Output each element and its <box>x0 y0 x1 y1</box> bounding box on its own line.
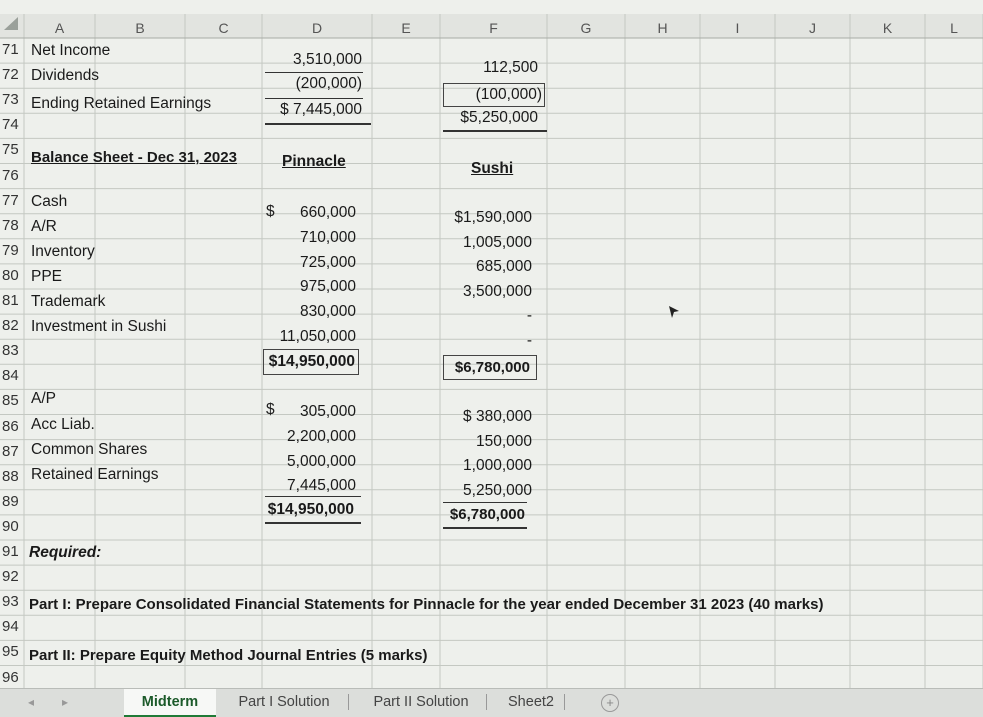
cell-a71[interactable]: Net Income <box>31 42 111 59</box>
cell-d88[interactable]: 7,445,000 <box>287 477 356 495</box>
cell-d72[interactable]: (200,000) <box>295 75 362 92</box>
row-header-81[interactable]: 81 <box>2 292 19 309</box>
column-header-j[interactable]: J <box>809 20 816 36</box>
underline-f73 <box>443 130 547 132</box>
row-header-89[interactable]: 89 <box>2 492 19 510</box>
cell-d86[interactable]: 2,200,000 <box>287 427 356 445</box>
cell-f75[interactable]: Sushi <box>471 160 514 177</box>
tab-part-ii-solution[interactable]: Part II Solution <box>373 694 469 710</box>
cell-a78[interactable]: A/R <box>31 217 57 235</box>
row-header-94[interactable]: 94 <box>2 618 19 636</box>
cell-f82[interactable]: - <box>526 332 532 349</box>
underline-d73 <box>265 123 371 125</box>
cell-a95[interactable]: Part II: Prepare Equity Method Journal Entries (5 marks) <box>29 647 428 664</box>
row-header-80[interactable]: 80 <box>2 266 19 284</box>
tab-separator <box>486 694 487 710</box>
row-header-83[interactable]: 83 <box>2 342 19 360</box>
cell-a79[interactable]: Inventory <box>31 242 95 260</box>
column-header-c[interactable]: C <box>218 20 229 36</box>
row-header-85[interactable]: 85 <box>2 392 19 410</box>
cell-d81[interactable]: 830,000 <box>299 303 356 321</box>
cell-a80[interactable]: PPE <box>31 267 63 285</box>
underline-f88 <box>443 502 527 503</box>
cell-d79[interactable]: 725,000 <box>299 253 356 271</box>
cell-d82[interactable]: 11,050,000 <box>279 328 356 345</box>
cell-f78[interactable]: 1,005,000 <box>463 233 532 251</box>
row-header-76[interactable]: 76 <box>2 166 19 184</box>
underline-d88 <box>265 496 361 497</box>
row-header-82[interactable]: 82 <box>2 317 19 335</box>
column-header-h[interactable]: H <box>657 20 668 36</box>
sheet-tab-bar <box>0 688 983 717</box>
row-header-96[interactable]: 96 <box>2 668 19 686</box>
row-header-95[interactable]: 95 <box>2 643 19 661</box>
column-header-e[interactable]: E <box>401 20 411 36</box>
cell-f73[interactable]: $5,250,000 <box>460 109 538 126</box>
border-f72 <box>443 83 545 107</box>
underline-d72 <box>265 98 363 99</box>
cell-f88[interactable]: 5,250,000 <box>463 481 532 499</box>
cell-a91[interactable]: Required: <box>29 544 102 561</box>
cell-d77[interactable]: 660,000 <box>299 204 356 221</box>
scroll-left-icon[interactable]: ◂ <box>28 695 35 709</box>
underline-d71 <box>265 72 363 73</box>
tab-sheet2[interactable]: Sheet2 <box>508 694 554 710</box>
cell-a72[interactable]: Dividends <box>31 67 100 84</box>
cell-f86[interactable]: 150,000 <box>475 432 532 450</box>
row-header-92[interactable]: 92 <box>2 568 19 586</box>
cell-f87[interactable]: 1,000,000 <box>463 457 532 475</box>
row-header-86[interactable]: 86 <box>2 417 19 435</box>
cell-d87[interactable]: 5,000,000 <box>287 452 356 470</box>
underline-f89 <box>443 527 527 529</box>
cell-f85[interactable]: $ 380,000 <box>463 408 532 425</box>
cell-f80[interactable]: 3,500,000 <box>463 282 532 300</box>
row-header-90[interactable]: 90 <box>2 517 19 535</box>
select-all-corner[interactable] <box>0 14 24 34</box>
dollar-d77: $ <box>266 203 275 220</box>
cell-f72[interactable]: (100,000) <box>475 86 542 103</box>
cell-f71[interactable]: 112,500 <box>483 59 538 76</box>
cell-d89[interactable]: $14,950,000 <box>267 501 354 518</box>
row-header-91[interactable]: 91 <box>2 543 19 560</box>
column-header-l[interactable]: L <box>950 20 958 36</box>
column-header-a[interactable]: A <box>54 20 65 36</box>
cell-d71[interactable]: 3,510,000 <box>293 51 362 68</box>
cell-d80[interactable]: 975,000 <box>299 278 356 296</box>
cell-a85[interactable]: A/P <box>31 390 56 408</box>
cell-a73[interactable]: Ending Retained Earnings <box>31 95 212 112</box>
row-header-74[interactable]: 74 <box>2 116 19 134</box>
cell-d75[interactable]: Pinnacle <box>282 153 346 170</box>
underline-d89 <box>265 522 361 524</box>
cell-d73[interactable]: $ 7,445,000 <box>280 101 362 118</box>
column-header-f[interactable]: F <box>489 20 498 36</box>
mouse-pointer-icon <box>669 306 679 318</box>
scroll-right-icon[interactable]: ▸ <box>62 695 69 709</box>
add-sheet-icon[interactable]: + <box>601 694 619 712</box>
tab-midterm[interactable]: Midterm <box>124 689 216 717</box>
row-header-73[interactable]: 73 <box>2 91 19 109</box>
cell-a93[interactable]: Part I: Prepare Consolidated Financial Statements for Pinnacle for the year ended December 31 2023 (40 marks) <box>29 596 824 613</box>
cell-a82[interactable]: Investment in Sushi <box>31 318 167 336</box>
row-header-72[interactable]: 72 <box>2 66 19 84</box>
row-header-71[interactable]: 71 <box>2 41 19 58</box>
cell-a81[interactable]: Trademark <box>31 293 106 310</box>
cell-a77[interactable]: Cash <box>31 192 68 210</box>
tab-part-i-solution[interactable]: Part I Solution <box>238 694 330 710</box>
cell-d78[interactable]: 710,000 <box>299 228 356 246</box>
cell-f79[interactable]: 685,000 <box>475 258 532 276</box>
column-header-i[interactable]: I <box>735 20 740 36</box>
cell-a75[interactable]: Balance Sheet - Dec 31, 2023 <box>31 149 237 166</box>
row-header-87[interactable]: 87 <box>2 442 19 460</box>
cell-f77[interactable]: $1,590,000 <box>454 209 532 226</box>
cell-f89[interactable]: $6,780,000 <box>449 506 525 523</box>
row-header-88[interactable]: 88 <box>2 467 19 485</box>
cell-d83[interactable]: $14,950,000 <box>268 353 355 370</box>
tab-separator <box>348 694 349 710</box>
column-header-b[interactable]: B <box>135 20 145 36</box>
cell-f81[interactable]: - <box>526 307 532 325</box>
column-header-g[interactable]: G <box>580 20 592 36</box>
column-header-k[interactable]: K <box>882 20 893 36</box>
cell-d85[interactable]: 305,000 <box>299 403 356 420</box>
tab-separator <box>564 694 565 710</box>
cell-a87[interactable]: Common Shares <box>31 440 148 458</box>
cell-f83[interactable]: $6,780,000 <box>454 359 530 376</box>
row-header-93[interactable]: 93 <box>2 593 19 611</box>
row-header-84[interactable]: 84 <box>2 367 19 385</box>
row-header-78[interactable]: 78 <box>2 216 19 234</box>
row-header-75[interactable]: 75 <box>2 141 19 159</box>
column-header-d[interactable]: D <box>311 20 323 36</box>
row-header-79[interactable]: 79 <box>2 241 19 259</box>
row-header-77[interactable]: 77 <box>2 191 19 209</box>
cell-a88[interactable]: Retained Earnings <box>31 465 159 483</box>
cell-a86[interactable]: Acc Liab. <box>31 415 95 433</box>
dollar-d85: $ <box>266 401 275 418</box>
